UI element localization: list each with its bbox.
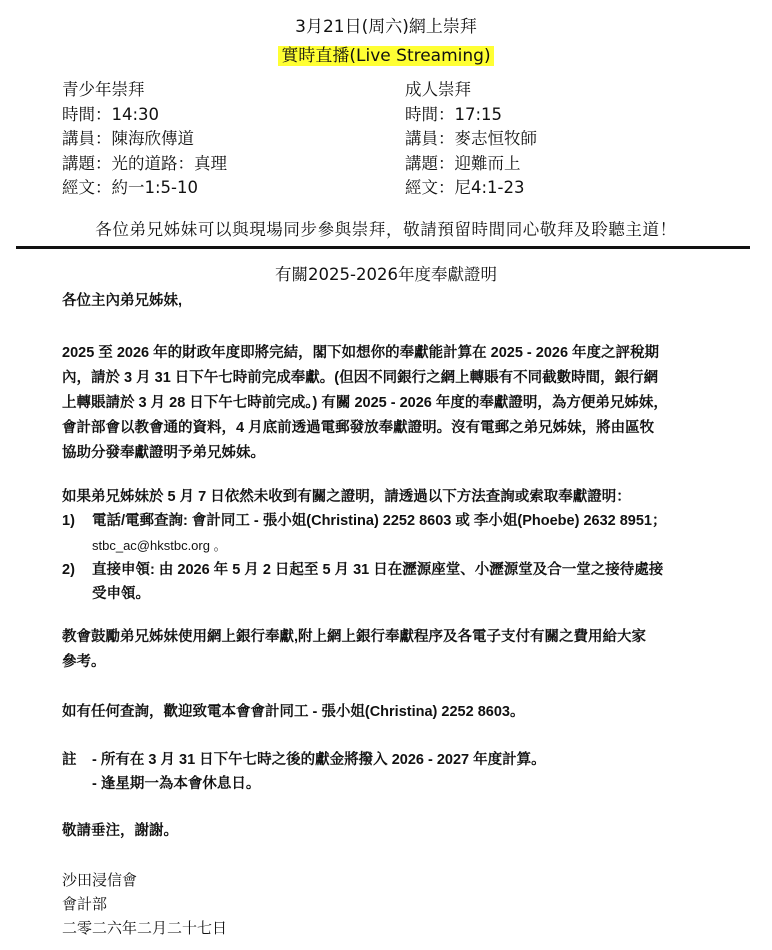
text-line: 受申領。 [92, 586, 150, 603]
paragraph-1 [62, 341, 722, 466]
method-2 [62, 558, 722, 582]
youth-time: 時間：14:30 [62, 104, 160, 124]
list-number: 1) [62, 513, 75, 530]
invitation-text: 各位弟兄姊妹可以與現場同步參與崇拜，敬請預留時間同心敬拜及聆聽主道！ [95, 220, 677, 239]
list-number: 2) [62, 561, 75, 578]
text-line: 教會鼓勵弟兄姊妹使用網上銀行奉獻,附上網上銀行奉獻程序及各電子支付有關之費用給大家 [62, 629, 647, 645]
youth-speaker: 講員：陳海欣傳道 [62, 129, 194, 148]
text-line: 上轉賬請於 3 月 28 日下午七時前完成。) 有關 2025 - 2026 年度的奉獻證明，為方便弟兄姊妹， [62, 395, 668, 411]
youth-worship-info [62, 78, 227, 201]
note-item: - 所有在 3 月 31 日下午七時之後的獻金將撥入 2026 - 2027 年度計算。 [92, 752, 546, 768]
text-line: 內，請於 3 月 31 日下午七時前完成奉獻。(但因不同銀行之網上轉賬有不同截數時間，銀行網 [62, 370, 659, 386]
paragraph-4: 如有任何查詢，歡迎致電本會會計同工 - 張小姐(Christina) 2252 8603。 [62, 704, 525, 720]
text-line: 如果弟兄姊妹於 5 月 7 日依然未收到有關之證明，請透過以下方法查詢或索取奉獻證明： [62, 489, 631, 505]
closing: 敬請垂注，謝謝。 [62, 823, 178, 839]
greeting: 各位主內弟兄姊妹, [62, 293, 183, 309]
paragraph-2 [62, 485, 722, 606]
date: 二零二六年二月二十七日 [62, 920, 228, 937]
method-1-text: 電話/電郵查詢: 會計同工 - 張小姐(Christina) 2252 8603 或 李小姐(Phoebe) 2632 8951； [92, 513, 667, 530]
method-1 [62, 509, 722, 533]
department: 會計部 [62, 896, 108, 913]
adult-topic: 講題：迎難而上 [405, 153, 521, 173]
adult-worship-info [405, 78, 537, 201]
adult-scripture: 經文：尼4:1-23 [405, 178, 525, 197]
live-streaming-label: 實時直播(Live Streaming) [278, 46, 493, 66]
text-line: 參考。 [62, 654, 106, 670]
signature [62, 869, 722, 941]
notice-title: 有關2025-2026年度奉獻證明 [275, 265, 497, 284]
notes [62, 748, 722, 796]
youth-scripture: 經文：約一1:5-10 [62, 178, 199, 197]
page-title: 3月21日(周六)網上崇拜 [295, 17, 477, 37]
youth-heading: 青少年崇拜 [62, 80, 145, 99]
note-label: 註 [62, 752, 77, 768]
adult-time: 時間：17:15 [405, 104, 503, 124]
adult-heading: 成人崇拜 [405, 80, 471, 99]
paragraph-3 [62, 625, 722, 675]
text-line: 會計部會以教會通的資料，4 月底前透過電郵發放奉獻證明。沒有電郵之弟兄姊妹，將由區牧 [62, 420, 655, 436]
text-line: 協助分發奉獻證明予弟兄姊妹。 [62, 445, 265, 461]
divider [16, 246, 750, 249]
church-name: 沙田浸信會 [62, 872, 138, 889]
youth-topic: 講題：光的道路：真理 [62, 153, 227, 173]
email-link[interactable]: stbc_ac@hkstbc.org 。 [92, 537, 227, 553]
text-line: 2025 至 2026 年的財政年度即將完結，閣下如想你的奉獻能計算在 2025 - 2026 年度之評稅期 [62, 345, 660, 361]
method-2-text: 直接申領: 由 2026 年 5 月 2 日起至 5 月 31 日在瀝源座堂、小瀝源堂及合一堂之接待處接 [92, 561, 664, 578]
note-item: - 逢星期一為本會休息日。 [92, 776, 261, 792]
adult-speaker: 講員：麥志恒牧師 [405, 129, 537, 148]
